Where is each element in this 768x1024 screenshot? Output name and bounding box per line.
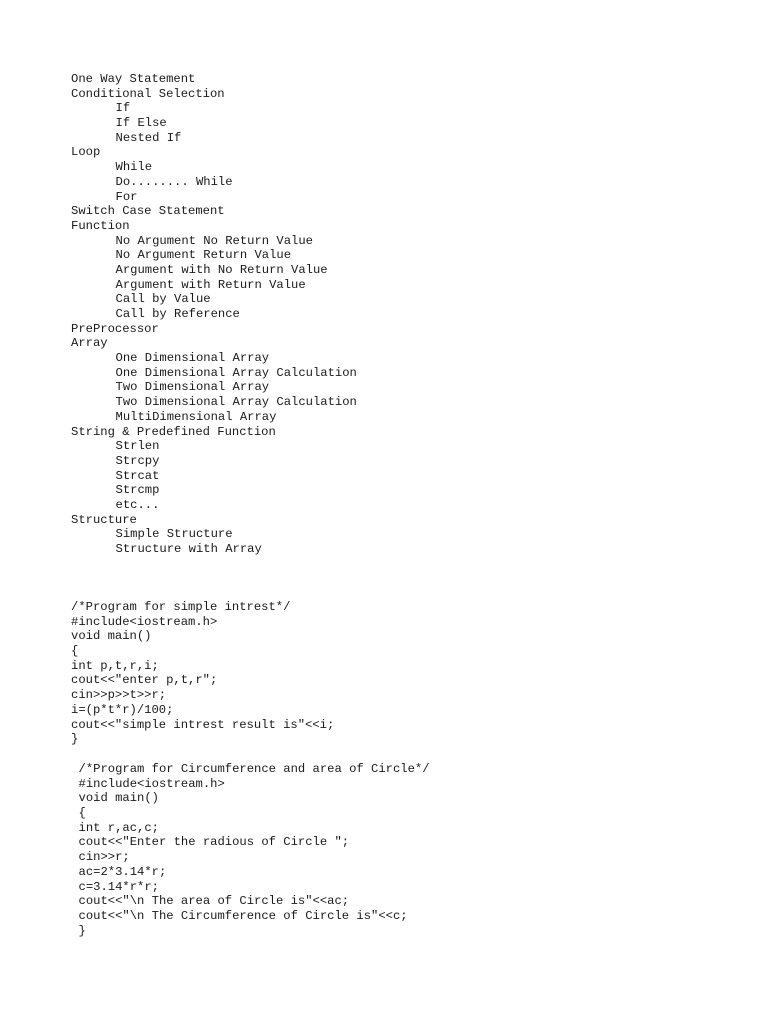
outline-subitem: Structure with Array <box>115 542 262 556</box>
outline-subitem: Do........ While <box>115 174 233 189</box>
code-line: cin>>r; <box>78 850 130 865</box>
topic-outline <box>71 72 357 557</box>
code-line: int p,t,r,i; <box>71 658 159 673</box>
code-line: #include<iostream.h> <box>78 776 225 791</box>
outline-subitem: For <box>115 189 138 204</box>
outline-subitem: Two Dimensional Array <box>115 380 270 395</box>
code-line: cout<<"simple intrest result is"<<i; <box>71 717 335 732</box>
outline-subitem: Call by Reference <box>115 307 240 321</box>
outline-subitem: One Dimensional Array <box>115 351 270 366</box>
code-line: } <box>78 923 86 938</box>
outline-heading: Structure <box>71 512 137 527</box>
outline-subitem: One Dimensional Array Calculation <box>115 365 357 380</box>
code-line: cout<<"\n The Circumference of Circle is"<<c; <box>78 908 408 923</box>
outline-subitem: Strcat <box>115 468 160 483</box>
code-line: /*Program for simple intrest*/ <box>71 600 291 614</box>
outline-subitem: No Argument No Return Value <box>115 233 313 248</box>
code-line: cin>>p>>t>>r; <box>71 688 167 703</box>
outline-heading: Array <box>71 336 108 351</box>
simple-interest-program <box>71 600 334 747</box>
code-line: } <box>71 732 79 747</box>
outline-subitem: Argument with No Return Value <box>115 262 328 277</box>
outline-subitem: While <box>115 160 153 175</box>
outline-heading: Conditional Selection <box>71 86 225 101</box>
outline-heading: Switch Case Statement <box>71 204 225 219</box>
outline-subitem: etc... <box>115 497 160 512</box>
code-line: int r,ac,c; <box>78 820 159 835</box>
outline-subitem: Nested If <box>115 130 182 145</box>
outline-subitem: Argument with Return Value <box>115 277 306 292</box>
outline-subitem: Strlen <box>115 439 160 454</box>
code-line: void main() <box>78 791 159 806</box>
outline-subitem: Call by Value <box>115 292 211 307</box>
code-line: c=3.14*r*r; <box>78 879 159 894</box>
outline-subitem: Strcmp <box>115 483 160 498</box>
outline-heading: Function <box>71 218 130 233</box>
outline-heading: Loop <box>71 145 101 160</box>
code-line: { <box>78 806 86 821</box>
code-line: void main() <box>71 629 152 644</box>
outline-subitem: Two Dimensional Array Calculation <box>115 395 357 410</box>
outline-subitem: No Argument Return Value <box>115 248 292 263</box>
code-line: { <box>71 644 79 659</box>
code-line: cout<<"Enter the radious of Circle "; <box>78 835 350 850</box>
outline-subitem: Strcpy <box>115 453 160 468</box>
code-line: #include<iostream.h> <box>71 614 218 629</box>
outline-subitem: If <box>115 101 131 116</box>
outline-heading: PreProcessor <box>71 321 159 336</box>
code-line: i=(p*t*r)/100; <box>71 702 174 717</box>
code-line: ac=2*3.14*r; <box>78 864 167 879</box>
outline-heading: One Way Statement <box>71 72 196 86</box>
outline-heading: String & Predefined Function <box>71 424 276 439</box>
code-line: cout<<"\n The area of Circle is"<<ac; <box>78 894 350 909</box>
code-line: /*Program for Circumference and area of Circle*/ <box>78 762 430 776</box>
outline-subitem: Simple Structure <box>115 527 233 542</box>
outline-subitem: MultiDimensional Array <box>115 409 277 424</box>
circle-program <box>71 762 430 938</box>
code-line: cout<<"enter p,t,r"; <box>71 673 218 688</box>
outline-subitem: If Else <box>115 116 167 131</box>
